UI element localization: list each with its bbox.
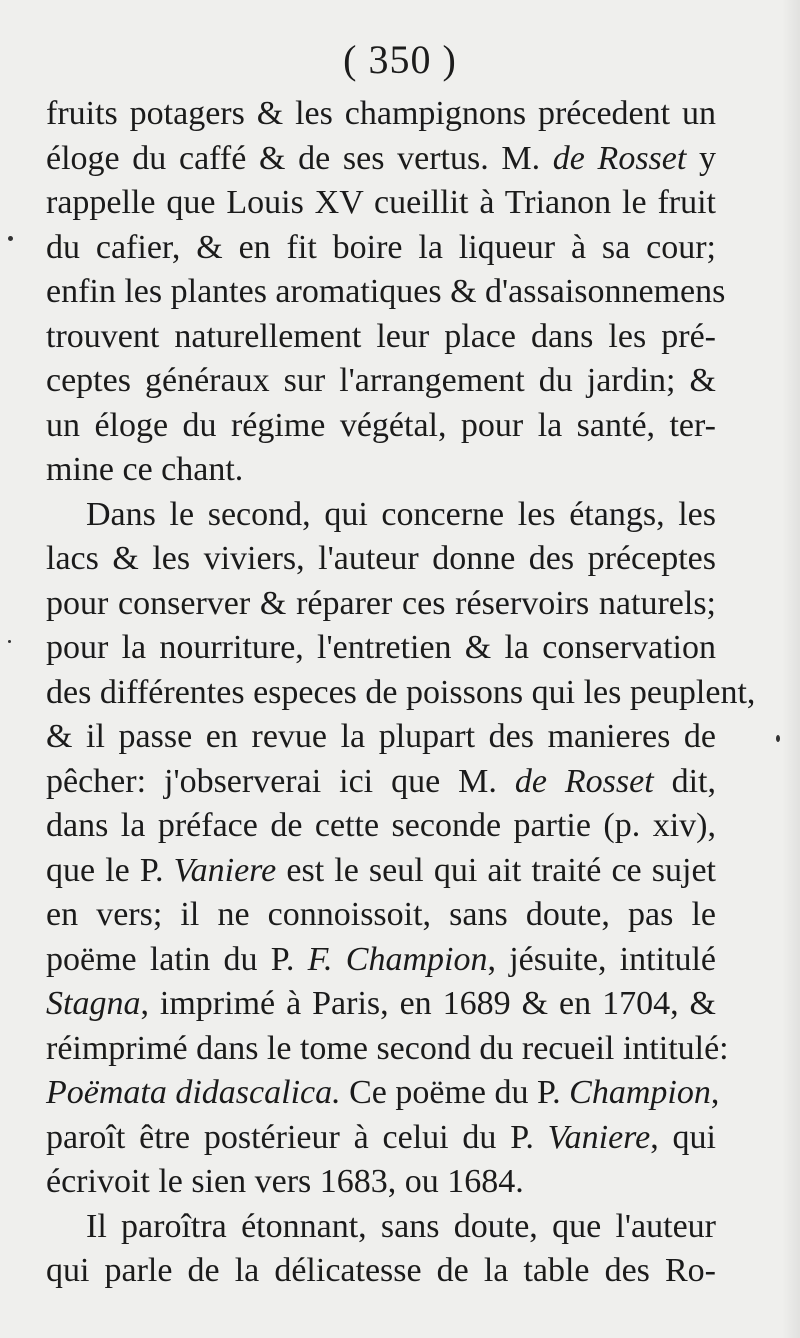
italic-name: Stagna [46,985,141,1022]
text-line [46,982,716,1027]
italic-name: Poëmata didascalica. [46,1074,341,1111]
line-text: Ce poëme du P. [340,1074,570,1111]
line-text: un éloge du régime végétal, pour la santé, ter- [46,406,716,444]
line-text: pour la nourriture, l'entretien & la conservation [46,629,716,666]
line-text: est le seul qui ait traité ce sujet [276,851,716,889]
line-text: mine ce chant. [46,451,244,488]
line-text: , imprimé à Paris, en 1689 & en 1704, & [140,985,716,1022]
text-line [46,1027,729,1072]
paper-speck [8,236,13,241]
line-text: dans la préface de cette seconde partie (p. xiv), [46,807,716,844]
text-line [46,804,716,849]
line-text: trouvent naturellement leur place dans les pré- [46,317,716,355]
text-line [46,359,716,404]
text-line [46,626,716,671]
text-line [46,181,716,226]
paper-speck [776,735,780,742]
line-text: enfin les plantes aromatiques & d'assaisonnemens [46,273,726,310]
line-text: Il paroîtra étonnant, sans doute, que l'auteur [86,1207,716,1245]
line-text: des différentes especes de poissons qui les peuplent, [46,673,756,711]
text-line [46,226,716,271]
text-line [46,1071,720,1116]
line-text: réimprimé dans le tome second du recueil intitulé: [46,1029,729,1067]
line-text: fruits potagers & les champignons précedent un [46,95,716,132]
italic-name: de Rosset [514,762,654,800]
italic-name: de Rosset [552,139,687,177]
line-text: pour conserver & réparer ces réservoirs naturels; [46,584,716,622]
text-line [46,315,716,360]
text-line [46,582,716,627]
line-text: y [686,139,717,177]
italic-name: F. Champion [307,940,488,978]
italic-name: Vaniere [547,1118,651,1156]
paper-speck [8,640,11,643]
text-line [46,671,756,716]
text-line [46,270,726,315]
line-text: qui parle de la délicatesse de la table des Ro- [46,1252,716,1289]
line-text: rappelle que Louis XV cueillit à Trianon le fruit [46,184,716,221]
line-text: en vers; il ne connoissoit, sans doute, pas le [46,896,716,933]
line-text: ceptes généraux sur l'arrangement du jardin; & [46,362,716,399]
text-line [46,137,716,182]
text-line [46,938,716,983]
line-text: & il passe en revue la plupart des manieres de [46,718,716,755]
text-line [46,760,716,805]
line-text: écrivoit le sien vers 1683, ou 1684. [46,1163,524,1200]
text-line [46,1160,716,1205]
text-line [46,1249,716,1294]
line-text: que le P. [46,851,174,889]
text-line [46,404,716,449]
text-line [46,537,716,582]
italic-name: Vaniere [173,851,277,889]
line-text: , qui [650,1118,716,1156]
page-number: ( 350 ) [343,37,457,82]
line-text: Dans le second, qui concerne les étangs, les [86,495,716,533]
text-line [46,1116,716,1161]
line-text: paroît être postérieur à celui du P. [46,1118,548,1156]
italic-name: Champion [569,1074,711,1111]
text-line [46,1205,716,1250]
line-text: dit, [653,762,717,800]
text-line [46,715,716,760]
text-line [46,448,716,493]
body-text [46,92,756,1294]
line-text: , jésuite, intitulé [487,940,716,978]
text-line [46,92,716,137]
line-text: éloge du caffé & de ses vertus. M. [46,139,553,177]
line-text: lacs & les viviers, l'auteur donne des préceptes [46,540,716,577]
text-line [46,493,716,538]
line-text: du cafier, & en fit boire la liqueur à sa cour; [46,228,716,266]
line-text: , [710,1074,720,1111]
line-text: pêcher: j'observerai ici que M. [46,762,515,800]
text-line [46,893,716,938]
text-line [46,849,716,894]
line-text: poëme latin du P. [46,940,308,978]
